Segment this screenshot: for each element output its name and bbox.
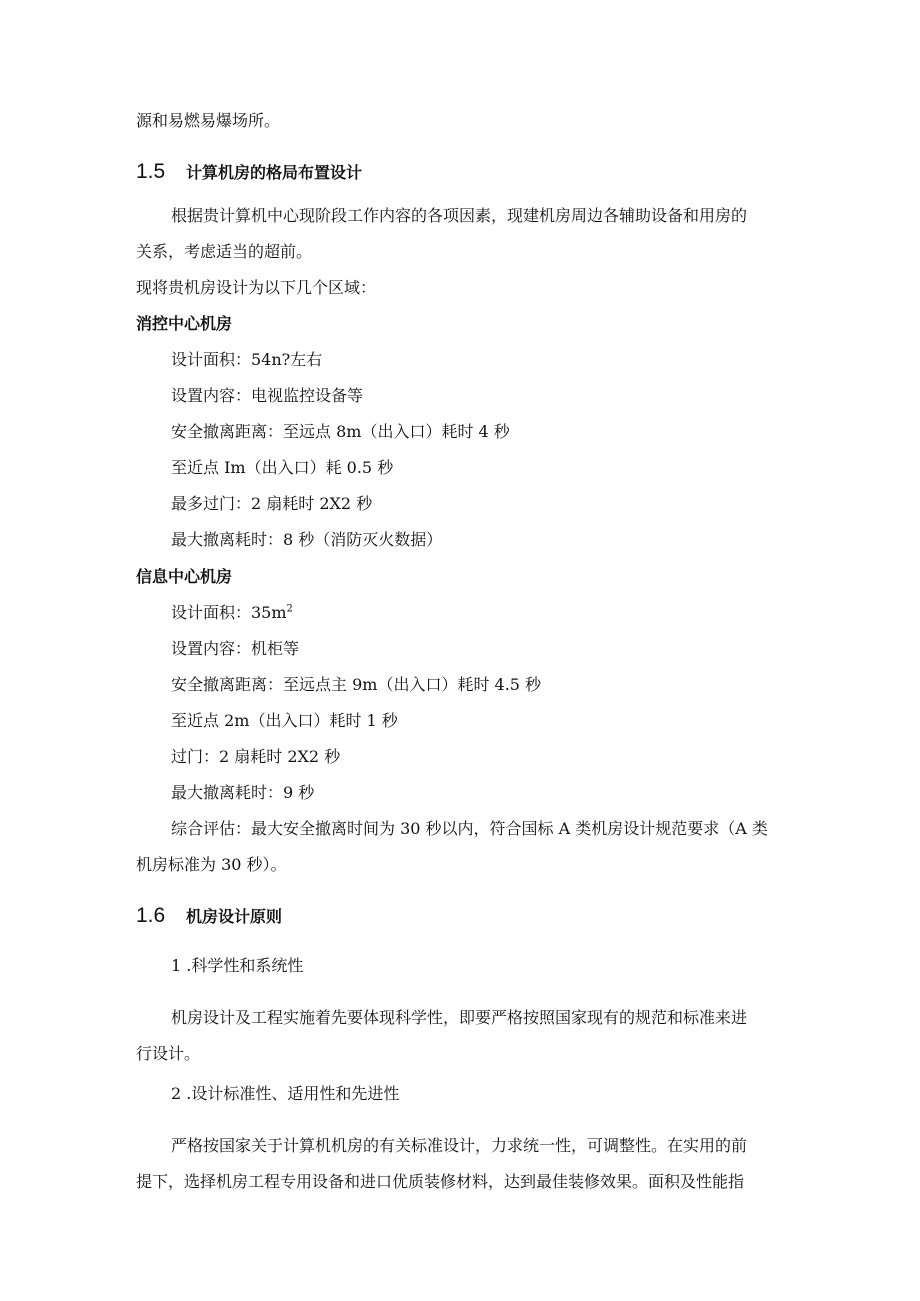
principle-heading: 2 .设计标准性、适用性和先进性: [171, 1084, 400, 1103]
list-item: 设计面积：54n?左右: [171, 350, 323, 369]
list-item: 至近点 2m（出入口）耗时 1 秒: [171, 711, 398, 730]
paragraph-line: 机房设计及工程实施着先要体现科学性，即要严格按照国家现有的规范和标准来进: [171, 1008, 748, 1027]
paragraph-line: 机房标准为 30 秒）。: [136, 855, 287, 874]
paragraph-line: 关系，考虑适当的超前。: [136, 242, 313, 261]
list-item: 至近点 Im（出入口）耗 0.5 秒: [171, 458, 394, 477]
list-item: [171, 602, 293, 624]
paragraph-line: 严格按国家关于计算机机房的有关标准设计，力求统一性，可调整性。在实用的前: [171, 1136, 748, 1155]
subheading-fire-control-room: 消控中心机房: [136, 314, 233, 333]
paragraph-line: 行设计。: [136, 1044, 201, 1063]
section-number: 1.6: [136, 904, 166, 927]
paragraph-line: 提下，选择机房工程专用设备和进口优质装修材料，达到最佳装修效果。面积及性能指: [136, 1172, 745, 1191]
section-number: 1.5: [136, 160, 166, 183]
list-item: 设置内容：电视监控设备等: [171, 386, 364, 405]
list-item: 安全撤离距离：至远点 8m（出入口）耗时 4 秒: [171, 422, 510, 441]
section-title: 计算机房的格局布置设计: [186, 163, 363, 182]
superscript: 2: [286, 603, 293, 615]
section-title: 机房设计原则: [186, 907, 283, 926]
section-heading-1-6: [136, 904, 282, 928]
paragraph-line: 现将贵机房设计为以下几个区域：: [136, 278, 377, 297]
continuation-line: 源和易燃易爆场所。: [136, 111, 281, 130]
paragraph-line: 综合评估：最大安全撤离时间为 30 秒以内，符合国标 A 类机房设计规范要求（A 类: [171, 819, 768, 838]
list-item: 设置内容：机柜等: [171, 639, 300, 658]
principle-heading: 1 .科学性和系统性: [171, 956, 304, 975]
subheading-info-center-room: 信息中心机房: [136, 567, 233, 586]
list-item: 最大撤离耗时：8 秒（消防灭火数据）: [171, 530, 443, 549]
list-item: 最大撤离耗时：9 秒: [171, 783, 315, 802]
section-heading-1-5: [136, 160, 362, 184]
list-item: 安全撤离距离：至远点主 9m（出入口）耗时 4.5 秒: [171, 675, 542, 694]
list-item: 过门：2 扇耗时 2X2 秒: [171, 747, 341, 766]
paragraph-line: 根据贵计算机中心现阶段工作内容的各项因素，现建机房周边各辅助设备和用房的: [171, 206, 748, 225]
area-text: 设计面积：35m: [171, 603, 287, 622]
list-item: 最多过门：2 扇耗时 2X2 秒: [171, 494, 373, 513]
